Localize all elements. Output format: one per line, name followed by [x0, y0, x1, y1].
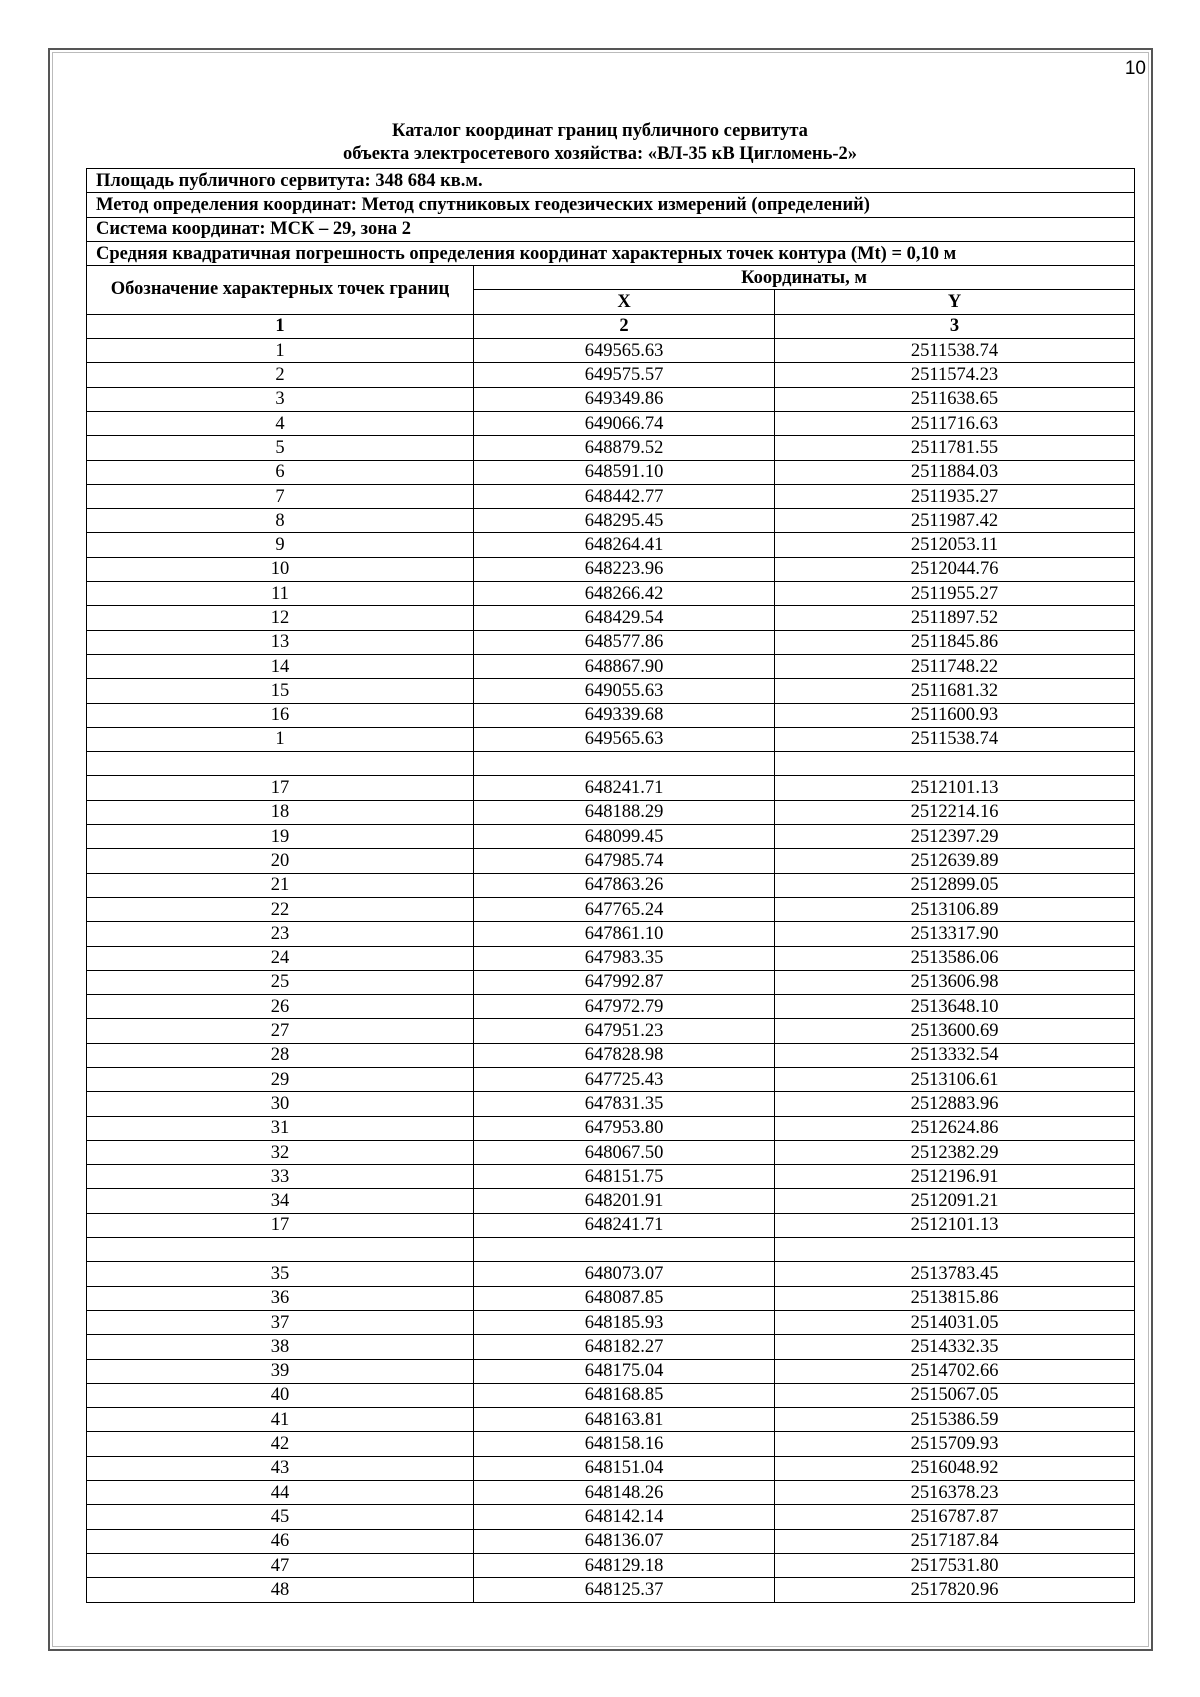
y-cell: 2511987.42	[775, 509, 1135, 533]
x-cell: 648168.85	[474, 1383, 775, 1407]
x-cell: 648073.07	[474, 1262, 775, 1286]
document-title	[0, 120, 1200, 166]
point-id-cell: 1	[87, 727, 474, 751]
table-row	[87, 1286, 1135, 1310]
col-number-2: 2	[474, 314, 775, 338]
table-row	[87, 533, 1135, 557]
table-row	[87, 727, 1135, 751]
y-cell: 2512101.13	[775, 1213, 1135, 1237]
x-cell: 648264.41	[474, 533, 775, 557]
y-cell: 2511638.65	[775, 387, 1135, 411]
point-id-cell: 6	[87, 460, 474, 484]
point-id-cell: 18	[87, 800, 474, 824]
x-cell: 647765.24	[474, 897, 775, 921]
page-number: 10	[1124, 58, 1146, 79]
y-cell: 2511955.27	[775, 582, 1135, 606]
y-cell: 2511538.74	[775, 727, 1135, 751]
point-id-cell: 30	[87, 1092, 474, 1116]
point-id-cell: 15	[87, 679, 474, 703]
accuracy-text: Средняя квадратичная погрешность определения координат характерных точек контура (Mt) = 0,10 м	[87, 241, 1135, 265]
x-cell: 647831.35	[474, 1092, 775, 1116]
x-cell: 647861.10	[474, 922, 775, 946]
x-cell: 648223.96	[474, 557, 775, 581]
x-cell: 648591.10	[474, 460, 775, 484]
point-id-cell: 16	[87, 703, 474, 727]
y-cell: 2511748.22	[775, 654, 1135, 678]
point-id-cell: 28	[87, 1043, 474, 1067]
table-row	[87, 825, 1135, 849]
table-row	[87, 1262, 1135, 1286]
table-row	[87, 484, 1135, 508]
table-row	[87, 995, 1135, 1019]
point-id-cell: 45	[87, 1505, 474, 1529]
table-row	[87, 1213, 1135, 1237]
empty-cell	[775, 1238, 1135, 1262]
y-cell: 2512214.16	[775, 800, 1135, 824]
x-cell: 648577.86	[474, 630, 775, 654]
x-cell: 648241.71	[474, 776, 775, 800]
y-cell: 2516048.92	[775, 1456, 1135, 1480]
table-row	[87, 849, 1135, 873]
point-id-cell: 29	[87, 1067, 474, 1091]
x-cell: 648188.29	[474, 800, 775, 824]
point-id-cell: 26	[87, 995, 474, 1019]
y-cell: 2513106.61	[775, 1067, 1135, 1091]
y-cell: 2511897.52	[775, 606, 1135, 630]
x-cell: 649565.63	[474, 339, 775, 363]
table-row	[87, 679, 1135, 703]
y-cell: 2515067.05	[775, 1383, 1135, 1407]
x-cell: 649066.74	[474, 411, 775, 435]
point-id-cell: 20	[87, 849, 474, 873]
point-id-cell: 31	[87, 1116, 474, 1140]
x-cell: 648151.75	[474, 1165, 775, 1189]
point-id-cell: 27	[87, 1019, 474, 1043]
x-cell: 648099.45	[474, 825, 775, 849]
title-line-2: объекта электросетевого хозяйства: «ВЛ-35 кВ Цигломень-2»	[342, 144, 858, 164]
separator-row	[87, 752, 1135, 776]
y-cell: 2515709.93	[775, 1432, 1135, 1456]
empty-cell	[474, 752, 775, 776]
y-cell: 2512899.05	[775, 873, 1135, 897]
table-row	[87, 1092, 1135, 1116]
table-row	[87, 800, 1135, 824]
coords-header: Координаты, м	[474, 266, 1135, 290]
point-id-cell: 2	[87, 363, 474, 387]
y-cell: 2516787.87	[775, 1505, 1135, 1529]
y-cell: 2511845.86	[775, 630, 1135, 654]
point-id-cell: 17	[87, 1213, 474, 1237]
table-row	[87, 1505, 1135, 1529]
table-row	[87, 557, 1135, 581]
table-row	[87, 946, 1135, 970]
point-id-cell: 19	[87, 825, 474, 849]
table-row	[87, 582, 1135, 606]
point-id-cell: 46	[87, 1529, 474, 1553]
y-cell: 2514332.35	[775, 1335, 1135, 1359]
point-id-cell: 33	[87, 1165, 474, 1189]
y-cell: 2513106.89	[775, 897, 1135, 921]
x-cell: 647863.26	[474, 873, 775, 897]
x-cell: 648295.45	[474, 509, 775, 533]
table-row	[87, 1335, 1135, 1359]
y-cell: 2511935.27	[775, 484, 1135, 508]
table-row	[87, 1553, 1135, 1577]
x-cell: 648442.77	[474, 484, 775, 508]
y-cell: 2517187.84	[775, 1529, 1135, 1553]
x-cell: 648136.07	[474, 1529, 775, 1553]
x-cell: 647953.80	[474, 1116, 775, 1140]
y-header: Y	[775, 290, 1135, 314]
point-id-cell: 1	[87, 339, 474, 363]
table-row	[87, 1359, 1135, 1383]
x-cell: 647725.43	[474, 1067, 775, 1091]
table-row	[87, 387, 1135, 411]
x-cell: 648879.52	[474, 436, 775, 460]
y-cell: 2511600.93	[775, 703, 1135, 727]
point-id-cell: 23	[87, 922, 474, 946]
y-cell: 2511538.74	[775, 339, 1135, 363]
y-cell: 2516378.23	[775, 1481, 1135, 1505]
y-cell: 2512624.86	[775, 1116, 1135, 1140]
table-row	[87, 1529, 1135, 1553]
x-cell: 648867.90	[474, 654, 775, 678]
title-line-1: Каталог координат границ публичного сервитута	[392, 121, 808, 141]
y-cell: 2511781.55	[775, 436, 1135, 460]
x-cell: 648182.27	[474, 1335, 775, 1359]
x-cell: 649349.86	[474, 387, 775, 411]
table-row	[87, 339, 1135, 363]
x-cell: 649565.63	[474, 727, 775, 751]
y-cell: 2512101.13	[775, 776, 1135, 800]
x-cell: 648163.81	[474, 1408, 775, 1432]
y-cell: 2512397.29	[775, 825, 1135, 849]
method-text: Метод определения координат: Метод спутниковых геодезических измерений (определений)	[87, 193, 1135, 217]
y-cell: 2515386.59	[775, 1408, 1135, 1432]
table-row	[87, 1067, 1135, 1091]
column-number-row	[87, 314, 1135, 338]
y-cell: 2513600.69	[775, 1019, 1135, 1043]
x-cell: 648148.26	[474, 1481, 775, 1505]
y-cell: 2512196.91	[775, 1165, 1135, 1189]
point-id-cell: 35	[87, 1262, 474, 1286]
coordinates-table	[86, 168, 1135, 1603]
x-cell: 648185.93	[474, 1310, 775, 1334]
x-cell: 648158.16	[474, 1432, 775, 1456]
x-cell: 647972.79	[474, 995, 775, 1019]
y-cell: 2513648.10	[775, 995, 1135, 1019]
point-id-cell: 17	[87, 776, 474, 800]
table-row	[87, 1383, 1135, 1407]
x-cell: 647983.35	[474, 946, 775, 970]
table-row	[87, 1189, 1135, 1213]
table-row	[87, 703, 1135, 727]
table-row	[87, 1043, 1135, 1067]
x-cell: 647985.74	[474, 849, 775, 873]
point-id-cell: 40	[87, 1383, 474, 1407]
x-cell: 647992.87	[474, 970, 775, 994]
x-cell: 648175.04	[474, 1359, 775, 1383]
empty-cell	[87, 752, 474, 776]
x-cell: 648129.18	[474, 1553, 775, 1577]
y-cell: 2512091.21	[775, 1189, 1135, 1213]
x-cell: 647828.98	[474, 1043, 775, 1067]
point-id-cell: 13	[87, 630, 474, 654]
info-row-accuracy	[87, 241, 1135, 265]
point-id-cell: 8	[87, 509, 474, 533]
y-cell: 2517820.96	[775, 1578, 1135, 1602]
header-row	[87, 266, 1135, 290]
point-id-cell: 4	[87, 411, 474, 435]
y-cell: 2514702.66	[775, 1359, 1135, 1383]
col-number-3: 3	[775, 314, 1135, 338]
table-row	[87, 873, 1135, 897]
area-text: Площадь публичного сервитута: 348 684 кв.м.	[87, 169, 1135, 193]
point-id-cell: 44	[87, 1481, 474, 1505]
y-cell: 2513586.06	[775, 946, 1135, 970]
info-row-area	[87, 169, 1135, 193]
y-cell: 2513783.45	[775, 1262, 1135, 1286]
table-row	[87, 363, 1135, 387]
table-row	[87, 1310, 1135, 1334]
x-header: X	[474, 290, 775, 314]
empty-cell	[87, 1238, 474, 1262]
point-id-cell: 11	[87, 582, 474, 606]
point-id-cell: 21	[87, 873, 474, 897]
x-cell: 648429.54	[474, 606, 775, 630]
point-id-cell: 12	[87, 606, 474, 630]
table-row	[87, 460, 1135, 484]
y-cell: 2512883.96	[775, 1092, 1135, 1116]
y-cell: 2514031.05	[775, 1310, 1135, 1334]
y-cell: 2517531.80	[775, 1553, 1135, 1577]
y-cell: 2511574.23	[775, 363, 1135, 387]
x-cell: 648142.14	[474, 1505, 775, 1529]
point-id-cell: 34	[87, 1189, 474, 1213]
point-id-cell: 37	[87, 1310, 474, 1334]
point-id-cell: 43	[87, 1456, 474, 1480]
info-row-system	[87, 217, 1135, 241]
point-id-cell: 10	[87, 557, 474, 581]
y-cell: 2512639.89	[775, 849, 1135, 873]
y-cell: 2513815.86	[775, 1286, 1135, 1310]
point-id-cell: 47	[87, 1553, 474, 1577]
y-cell: 2511716.63	[775, 411, 1135, 435]
empty-cell	[775, 752, 1135, 776]
x-cell: 648125.37	[474, 1578, 775, 1602]
points-header: Обозначение характерных точек границ	[87, 266, 474, 315]
table-row	[87, 970, 1135, 994]
point-id-cell: 24	[87, 946, 474, 970]
table-row	[87, 1432, 1135, 1456]
y-cell: 2513317.90	[775, 922, 1135, 946]
y-cell: 2512053.11	[775, 533, 1135, 557]
table-row	[87, 922, 1135, 946]
y-cell: 2512044.76	[775, 557, 1135, 581]
point-id-cell: 48	[87, 1578, 474, 1602]
y-cell: 2512382.29	[775, 1140, 1135, 1164]
x-cell: 648266.42	[474, 582, 775, 606]
point-id-cell: 39	[87, 1359, 474, 1383]
x-cell: 649575.57	[474, 363, 775, 387]
empty-cell	[474, 1238, 775, 1262]
table-row	[87, 411, 1135, 435]
table-row	[87, 630, 1135, 654]
table-row	[87, 897, 1135, 921]
y-cell: 2511681.32	[775, 679, 1135, 703]
table-row	[87, 1140, 1135, 1164]
table-row	[87, 1116, 1135, 1140]
point-id-cell: 32	[87, 1140, 474, 1164]
x-cell: 649339.68	[474, 703, 775, 727]
y-cell: 2513606.98	[775, 970, 1135, 994]
system-text: Система координат: МСК – 29, зона 2	[87, 217, 1135, 241]
point-id-cell: 42	[87, 1432, 474, 1456]
table-row	[87, 1578, 1135, 1602]
x-cell: 648067.50	[474, 1140, 775, 1164]
x-cell: 648151.04	[474, 1456, 775, 1480]
table-row	[87, 1019, 1135, 1043]
y-cell: 2513332.54	[775, 1043, 1135, 1067]
point-id-cell: 38	[87, 1335, 474, 1359]
x-cell: 647951.23	[474, 1019, 775, 1043]
point-id-cell: 41	[87, 1408, 474, 1432]
point-id-cell: 36	[87, 1286, 474, 1310]
col-number-1: 1	[87, 314, 474, 338]
table-row	[87, 1408, 1135, 1432]
x-cell: 648201.91	[474, 1189, 775, 1213]
separator-row	[87, 1238, 1135, 1262]
point-id-cell: 5	[87, 436, 474, 460]
table-row	[87, 606, 1135, 630]
point-id-cell: 22	[87, 897, 474, 921]
point-id-cell: 25	[87, 970, 474, 994]
point-id-cell: 9	[87, 533, 474, 557]
table-row	[87, 1456, 1135, 1480]
table-row	[87, 436, 1135, 460]
table-row	[87, 1481, 1135, 1505]
info-row-method	[87, 193, 1135, 217]
table-row	[87, 509, 1135, 533]
table-row	[87, 776, 1135, 800]
table-row	[87, 1165, 1135, 1189]
x-cell: 648241.71	[474, 1213, 775, 1237]
x-cell: 648087.85	[474, 1286, 775, 1310]
point-id-cell: 14	[87, 654, 474, 678]
y-cell: 2511884.03	[775, 460, 1135, 484]
point-id-cell: 7	[87, 484, 474, 508]
table-row	[87, 654, 1135, 678]
point-id-cell: 3	[87, 387, 474, 411]
x-cell: 649055.63	[474, 679, 775, 703]
